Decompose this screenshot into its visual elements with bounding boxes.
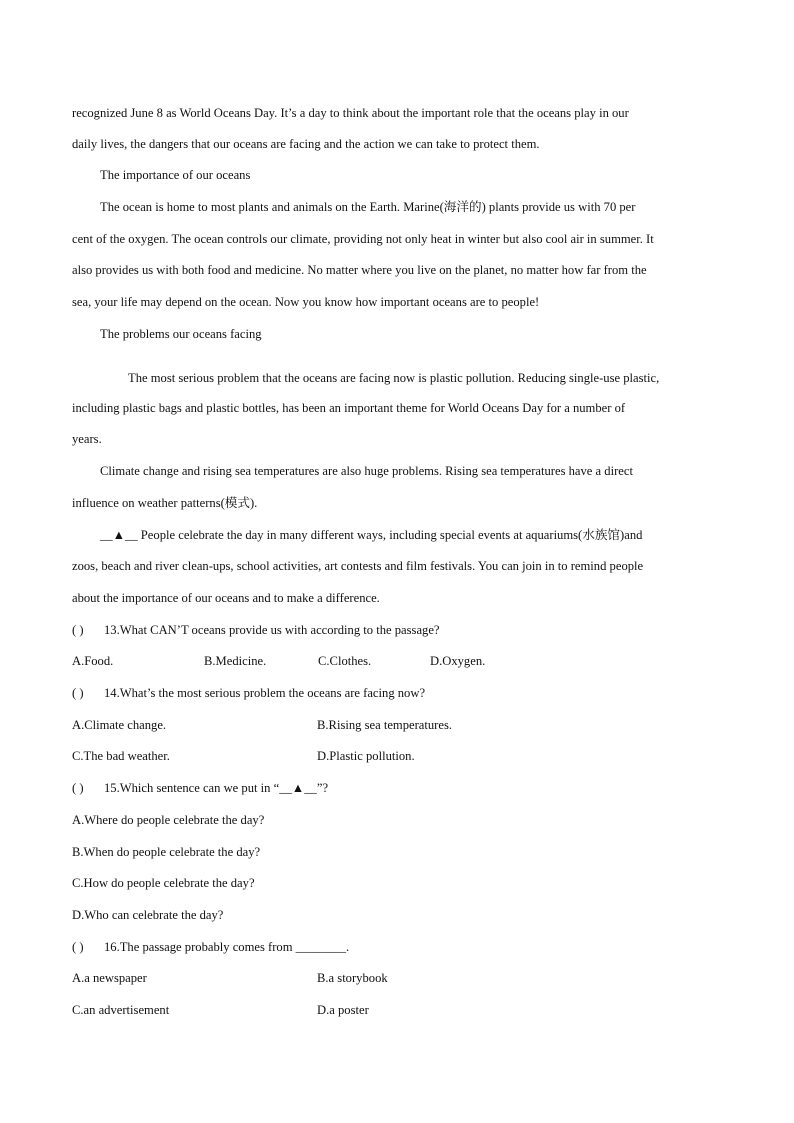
passage-line: recognized June 8 as World Oceans Day. It’s a day to think about the important role that the oceans play in our bbox=[72, 106, 629, 120]
question-13-options bbox=[72, 653, 552, 669]
question-16 bbox=[72, 939, 349, 955]
question-15 bbox=[72, 780, 328, 796]
answer-paren: ( ) bbox=[72, 686, 84, 700]
passage-line: influence on weather patterns(模式). bbox=[72, 496, 258, 510]
option-c: C.an advertisement bbox=[72, 1003, 170, 1017]
option-a: A.Climate change. bbox=[72, 718, 167, 732]
option-b: B.Rising sea temperatures. bbox=[317, 718, 453, 732]
answer-blank: __▲__ bbox=[279, 781, 317, 795]
passage-line: The ocean is home to most plants and animals on the Earth. Marine(海洋的) plants provide us with 70 per bbox=[100, 200, 636, 214]
option-d: D.a poster bbox=[317, 1003, 369, 1017]
answer-paren: ( ) bbox=[72, 623, 84, 637]
passage-text: People celebrate the day in many different ways, including special events at aquariums(水族馆)and bbox=[137, 528, 643, 542]
answer-blank: __▲__ bbox=[100, 528, 138, 542]
passage-line: including plastic bags and plastic bottles, has been an important theme for World Oceans Day for a number of bbox=[72, 401, 626, 415]
option-b: B.Medicine. bbox=[204, 654, 267, 668]
passage-line: zoos, beach and river clean-ups, school activities, art contests and film festivals. You can join in to remind people bbox=[72, 559, 644, 573]
option-d: D.Who can celebrate the day? bbox=[72, 908, 224, 922]
question-14 bbox=[72, 685, 425, 701]
passage-line: The most serious problem that the oceans are facing now is plastic pollution. Reducing single-use plastic, bbox=[128, 371, 660, 385]
passage-line: also provides us with both food and medicine. No matter where you live on the planet, no matter how far from the bbox=[72, 263, 647, 277]
passage-line: about the importance of our oceans and to make a difference. bbox=[72, 591, 380, 605]
question-stem: 13.What CAN’T oceans provide us with according to the passage? bbox=[104, 623, 440, 637]
option-a: A.a newspaper bbox=[72, 971, 147, 985]
question-16-options-row2 bbox=[72, 1002, 552, 1018]
question-14-options-row2 bbox=[72, 748, 552, 764]
section-heading-importance: The importance of our oceans bbox=[100, 168, 251, 182]
question-stem: 16.The passage probably comes from ________. bbox=[104, 940, 350, 954]
option-a: A.Food. bbox=[72, 654, 114, 668]
question-13 bbox=[72, 622, 440, 638]
option-a: A.Where do people celebrate the day? bbox=[72, 813, 265, 827]
option-c: C.The bad weather. bbox=[72, 749, 170, 763]
passage-line: sea, your life may depend on the ocean. Now you know how important oceans are to people! bbox=[72, 295, 540, 309]
question-stem: 15.Which sentence can we put in “ bbox=[104, 781, 280, 795]
question-stem-end: ”? bbox=[316, 781, 329, 795]
passage-line: Climate change and rising sea temperatures are also huge problems. Rising sea temperatures have a direct bbox=[100, 464, 633, 478]
option-c: C.How do people celebrate the day? bbox=[72, 876, 255, 890]
passage-line: years. bbox=[72, 432, 102, 446]
question-stem: 14.What’s the most serious problem the oceans are facing now? bbox=[104, 686, 426, 700]
option-d: D.Plastic pollution. bbox=[317, 749, 415, 763]
question-16-options-row1 bbox=[72, 970, 552, 986]
option-c: C.Clothes. bbox=[318, 654, 372, 668]
answer-paren: ( ) bbox=[72, 940, 84, 954]
question-14-options-row1 bbox=[72, 717, 552, 733]
option-b: B.a storybook bbox=[317, 971, 388, 985]
option-d: D.Oxygen. bbox=[430, 654, 486, 668]
section-heading-problems: The problems our oceans facing bbox=[100, 327, 262, 341]
passage-line: cent of the oxygen. The ocean controls our climate, providing not only heat in winter but also cool air in summer. It bbox=[72, 232, 654, 246]
option-b: B.When do people celebrate the day? bbox=[72, 845, 261, 859]
passage-line: daily lives, the dangers that our oceans are facing and the action we can take to protect them. bbox=[72, 137, 540, 151]
passage-line bbox=[100, 527, 642, 543]
answer-paren: ( ) bbox=[72, 781, 84, 795]
